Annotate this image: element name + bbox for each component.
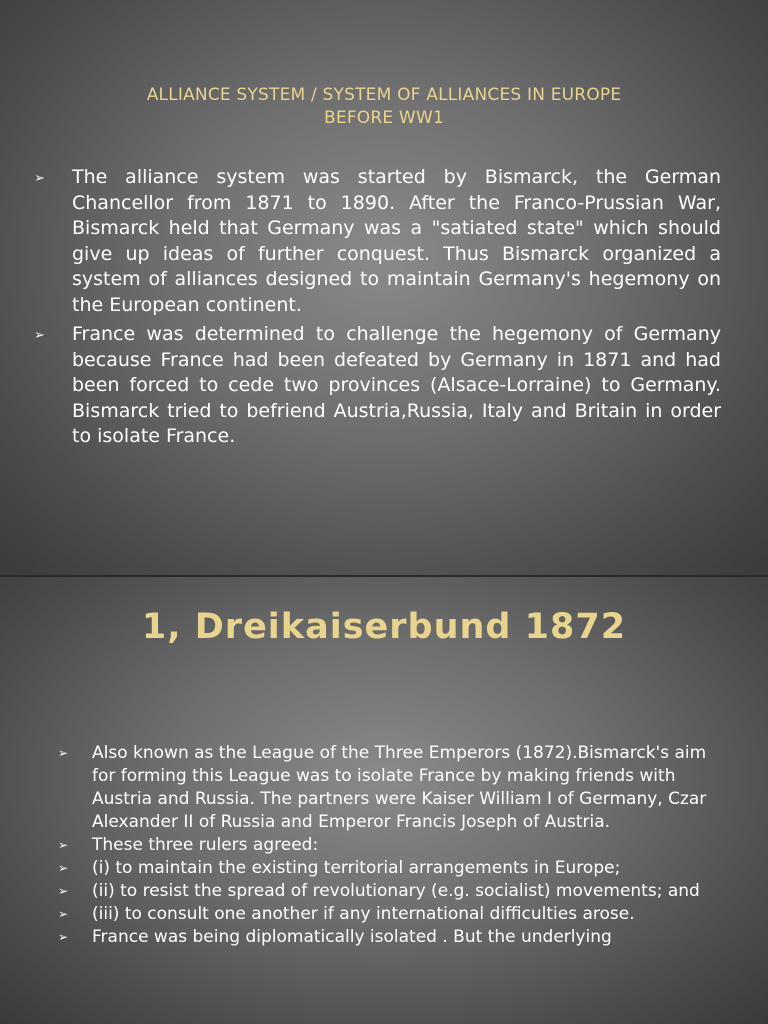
slide-2-bullet xyxy=(58,880,718,903)
arrow-bullet-icon: ➢ xyxy=(58,884,69,898)
slide-1-title-line-1: ALLIANCE SYSTEM / SYSTEM OF ALLIANCES IN EUROPE xyxy=(146,85,622,105)
slide-1-bullet-list xyxy=(0,165,768,454)
slide-2-bullet xyxy=(58,857,718,880)
arrow-bullet-icon: ➢ xyxy=(34,328,45,343)
slide-1-title xyxy=(70,84,698,130)
arrow-bullet-icon: ➢ xyxy=(34,171,45,186)
arrow-bullet-icon: ➢ xyxy=(58,861,69,875)
slide-2-bullet-text: (iii) to consult one another if any international difficulties arose. xyxy=(92,904,635,924)
slide-1-bullet xyxy=(34,165,721,318)
slide-2 xyxy=(0,577,768,1024)
arrow-bullet-icon: ➢ xyxy=(58,930,69,944)
slide-2-bullet-text: France was being diplomatically isolated . But the underlying xyxy=(92,927,612,947)
slide-1-bullet-text: France was determined to challenge the hegemony of Germany because France had been defeated by Germany in 1871 and had been forced to cede two provinces (Alsace-Lorraine) to Germany. Bismarck tried to befriend Austria,Russia, Italy and Britain in order to isolate France. xyxy=(72,323,721,447)
arrow-bullet-icon: ➢ xyxy=(58,907,69,921)
slide-2-title: 1, Dreikaiserbund 1872 xyxy=(141,607,627,647)
slide-2-bullet-text: Also known as the League of the Three Emperors (1872).Bismarck's aim for forming this League was to isolate France by making friends with Austria and Russia. The partners were Kaiser William I of Germany, Czar Alexander II of Russia and Emperor Francis Joseph of Austria. xyxy=(92,743,707,832)
slide-2-bullet xyxy=(58,903,718,926)
slide-1-title-line-2: BEFORE WW1 xyxy=(324,108,444,128)
slide-2-bullet-text: These three rulers agreed: xyxy=(92,835,319,855)
arrow-bullet-icon: ➢ xyxy=(58,746,69,760)
slide-2-bullet xyxy=(58,742,718,834)
slide-2-bullet-list xyxy=(0,742,768,949)
arrow-bullet-icon: ➢ xyxy=(58,838,69,852)
slide-2-bullet-text: (ii) to resist the spread of revolutionary (e.g. socialist) movements; and xyxy=(92,881,700,901)
slide-2-bullet xyxy=(58,926,718,949)
slide-1-bullet xyxy=(34,322,721,450)
slide-2-bullet-text: (i) to maintain the existing territorial arrangements in Europe; xyxy=(92,858,621,878)
slide-2-bullet xyxy=(58,834,718,857)
slide-1-bullet-text: The alliance system was started by Bismarck, the German Chancellor from 1871 to 1890. After the Franco-Prussian War, Bismarck held that Germany was a "satiated state" which should give up ideas of further conquest. Thus Bismarck organized a system of alliances designed to maintain Germany's hegemony on the European continent. xyxy=(72,166,721,316)
